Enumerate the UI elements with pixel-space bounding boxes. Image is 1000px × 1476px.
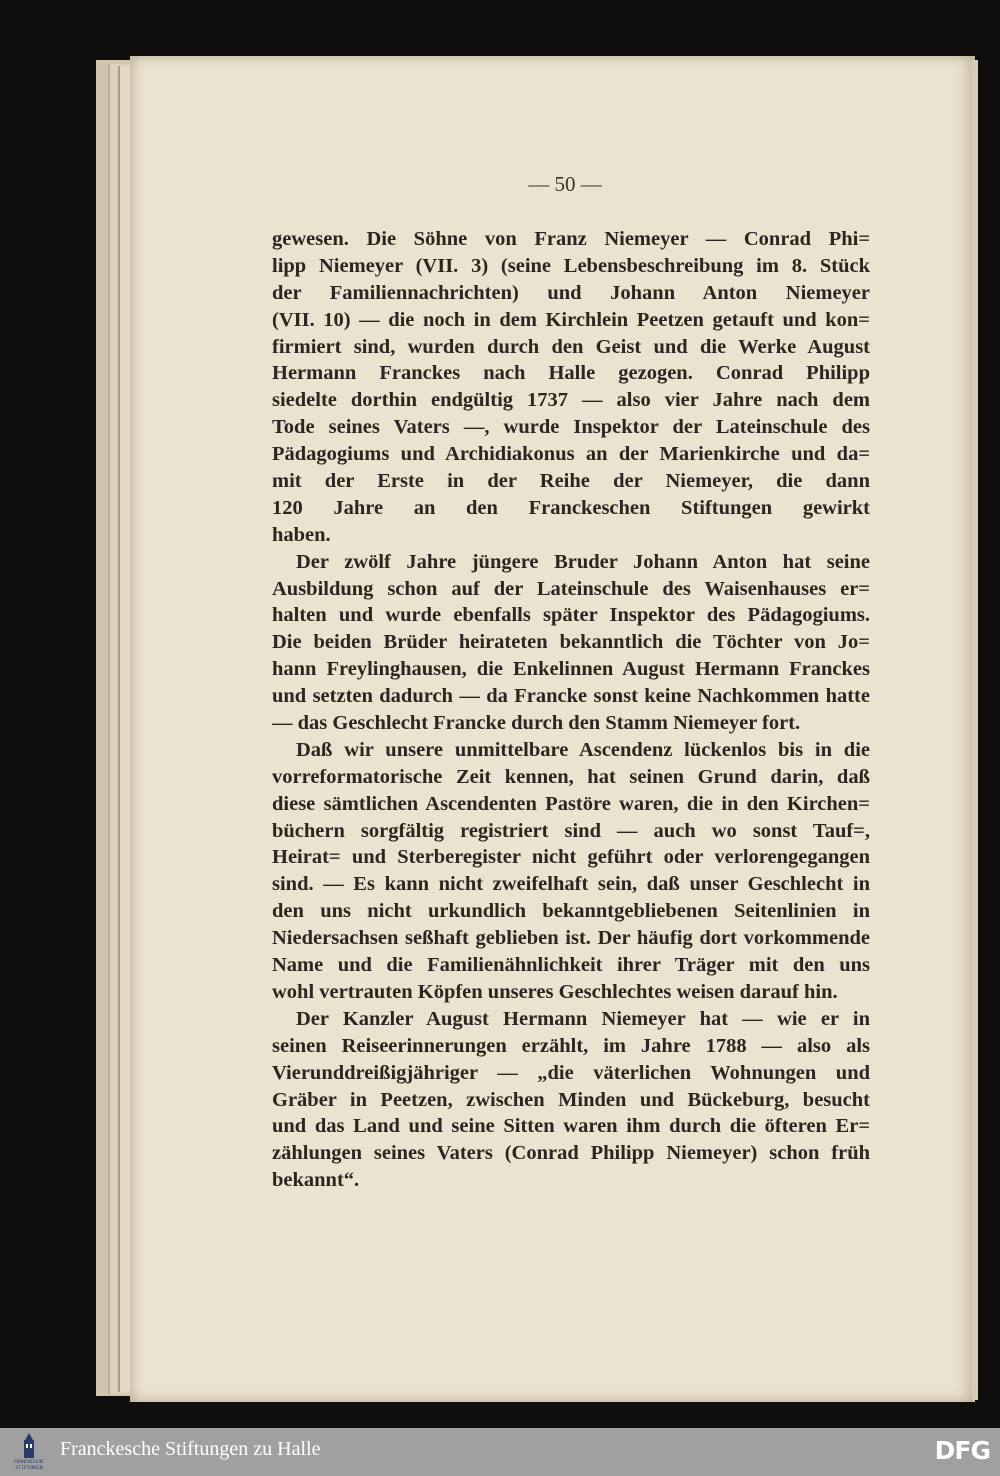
text-line: halten und wurde ebenfalls später Inspektor des Pädagogiums. (272, 604, 870, 627)
text-line: Ausbildung schon auf der Lateinschule des Waisenhauses er= (272, 577, 870, 600)
text-line: Heirat= und Sterberegister nicht geführt oder verlorengegangen (272, 846, 870, 869)
text-line: der Familiennachrichten) und Johann Anton Niemeyer (272, 281, 870, 304)
text-line: mit der Erste in der Reihe der Niemeyer, die dann (272, 470, 870, 493)
text-line: siedelte dorthin endgültig 1737 — also vier Jahre nach dem (272, 389, 870, 412)
text-line: 120 Jahre an den Franckeschen Stiftungen gewirkt (272, 496, 870, 519)
text-line: Die beiden Brüder heirateten bekanntlich die Töchter von Jo= (272, 631, 870, 654)
text-line: den uns nicht urkundlich bekanntgebliebenen Seitenlinien in (272, 900, 870, 923)
institution-logo[interactable] (4, 1432, 54, 1474)
page-right-edge (972, 60, 978, 1400)
text-line: hann Freylinghausen, die Enkelinnen August Hermann Franckes (272, 658, 870, 681)
text-line: Tode seines Vaters —, wurde Inspektor der Lateinschule des (272, 416, 870, 439)
text-line: seinen Reiseerinnerungen erzählt, im Jahre 1788 — also als (272, 1034, 870, 1057)
text-line: büchern sorgfältig registriert sind — auch wo sonst Tauf=, (272, 819, 870, 842)
text-line: Daß wir unsere unmittelbare Ascendenz lückenlos bis in die (296, 738, 870, 761)
institution-name: Franckesche Stiftungen zu Halle (60, 1438, 321, 1460)
dfg-logo[interactable]: DFG (934, 1436, 990, 1465)
text-line: firmiert sind, wurden durch den Geist und die Werke August (272, 335, 870, 358)
logo-text: FRANCKESCHE STIFTUNGEN (14, 1460, 44, 1471)
text-line: Pädagogiums und Archidiakonus an der Marienkirche und da= (272, 443, 870, 466)
page-number: — 50 — (528, 172, 602, 196)
footer-bar (0, 1428, 1000, 1476)
text-line: sind. — Es kann nicht zweifelhaft sein, daß unser Geschlecht in (272, 873, 870, 896)
text-line: (VII. 10) — die noch in dem Kirchlein Peetzen getauft und kon= (272, 308, 870, 331)
text-line: und das Land und seine Sitten waren ihm durch die öfteren Er= (272, 1115, 870, 1138)
text-line: diese sämtlichen Ascendenten Pastöre waren, die in den Kirchen= (272, 792, 870, 815)
text-line: Der zwölf Jahre jüngere Bruder Johann Anton hat seine (296, 550, 870, 573)
text-line: — das Geschlecht Francke durch den Stamm Niemeyer fort. (272, 712, 801, 735)
text-line: Der Kanzler August Hermann Niemeyer hat — wie er in (296, 1007, 870, 1030)
text-line: Name und die Familienähnlichkeit ihrer Träger mit den uns (272, 954, 870, 977)
text-line: Vierunddreißigjähriger — „die väterlichen Wohnungen und (272, 1061, 870, 1084)
text-line: Hermann Franckes nach Halle gezogen. Conrad Philipp (272, 362, 870, 385)
body-text (272, 226, 870, 1194)
text-line: gewesen. Die Söhne von Franz Niemeyer — Conrad Phi= (272, 228, 870, 250)
text-line: Gräber in Peetzen, zwischen Minden und Bückeburg, besucht (272, 1088, 870, 1111)
text-line: wohl vertrauten Köpfen unseres Geschlechtes weisen darauf hin. (272, 980, 838, 1003)
text-line: Niedersachsen seßhaft geblieben ist. Der häufig dort vorkommende (272, 927, 870, 950)
text-line: zählungen seines Vaters (Conrad Philipp Niemeyer) schon früh (272, 1142, 870, 1165)
text-line: haben. (272, 523, 331, 546)
text-line: vorreformatorische Zeit kennen, hat seinen Grund darin, daß (272, 765, 870, 788)
text-line: lipp Niemeyer (VII. 3) (seine Lebensbeschreibung im 8. Stück (272, 254, 870, 277)
text-line: und setzten dadurch — da Francke sonst keine Nachkommen hatte (272, 685, 870, 708)
building-icon (4, 1432, 54, 1460)
text-line: bekannt“. (272, 1169, 360, 1192)
